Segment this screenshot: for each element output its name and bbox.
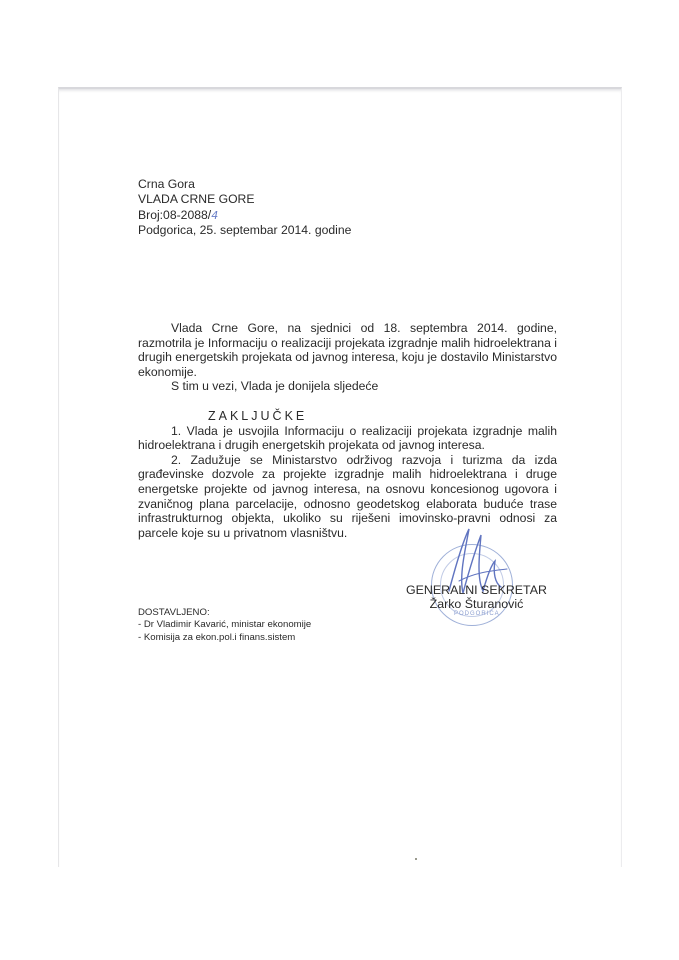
signatory-title: GENERALNI SEKRETAR xyxy=(406,583,547,597)
conclusions-title: ZAKLJUČKE xyxy=(208,408,308,423)
scanned-page xyxy=(58,87,622,867)
signature-block xyxy=(406,583,547,611)
document-number-label: Broj:08-2088/ xyxy=(138,207,212,222)
handwritten-number: 4 xyxy=(211,208,219,222)
scan-speck xyxy=(415,858,417,860)
conclusion-item: 1. Vlada je usvojila Informaciju o realizaciji projekata izgradnje malih hidroelektrana i drugih energetskih projekata od javnog interesa. xyxy=(138,423,557,453)
lead-paragraph: S tim u vezi, Vlada je donijela sljedeće xyxy=(171,379,379,394)
signatory-name: Žarko Šturanović xyxy=(429,597,524,611)
distribution-heading: DOSTAVLJENO: xyxy=(138,607,210,618)
document-number xyxy=(138,208,351,223)
distribution-recipient: - Komisija za ekon.pol.i finans.sistem xyxy=(138,631,296,643)
conclusion-item: 2. Zadužuje se Ministarstvo održivog razvoja i turizma da izda građevinske dozvole za projekte izgradnje malih hidroelektrana i druge energetske projekte od javnog interesa, na osnovu koncesionog ugovora i zvaničnog plana parcelacije, odnosno geodetskog elaborata buduće trase infrastrukturnog objekta, ukoliko su riješeni imovinsko-pravni odnosi za parcele koje su u privatnom vlasništvu. xyxy=(138,452,557,540)
document-body xyxy=(138,321,557,540)
government-name: VLADA CRNE GORE xyxy=(138,192,255,207)
place-date: Podgorica, 25. septembar 2014. godine xyxy=(138,222,352,237)
document-header xyxy=(138,177,351,238)
distribution-recipient: - Dr Vladimir Kavarić, ministar ekonomije xyxy=(138,619,312,631)
intro-paragraph: Vlada Crne Gore, na sjednici od 18. septembra 2014. godine, razmotrila je Informaciju o realizaciji projekata izgradnje malih hidroelektrana i drugih energetskih projekata od javnog interesa, koju je dostavilo Ministarstvo ekonomije. xyxy=(138,321,557,379)
stamp-text: PODGORICA xyxy=(454,611,500,617)
distribution-list xyxy=(138,607,311,644)
country-name: Crna Gora xyxy=(138,177,195,191)
